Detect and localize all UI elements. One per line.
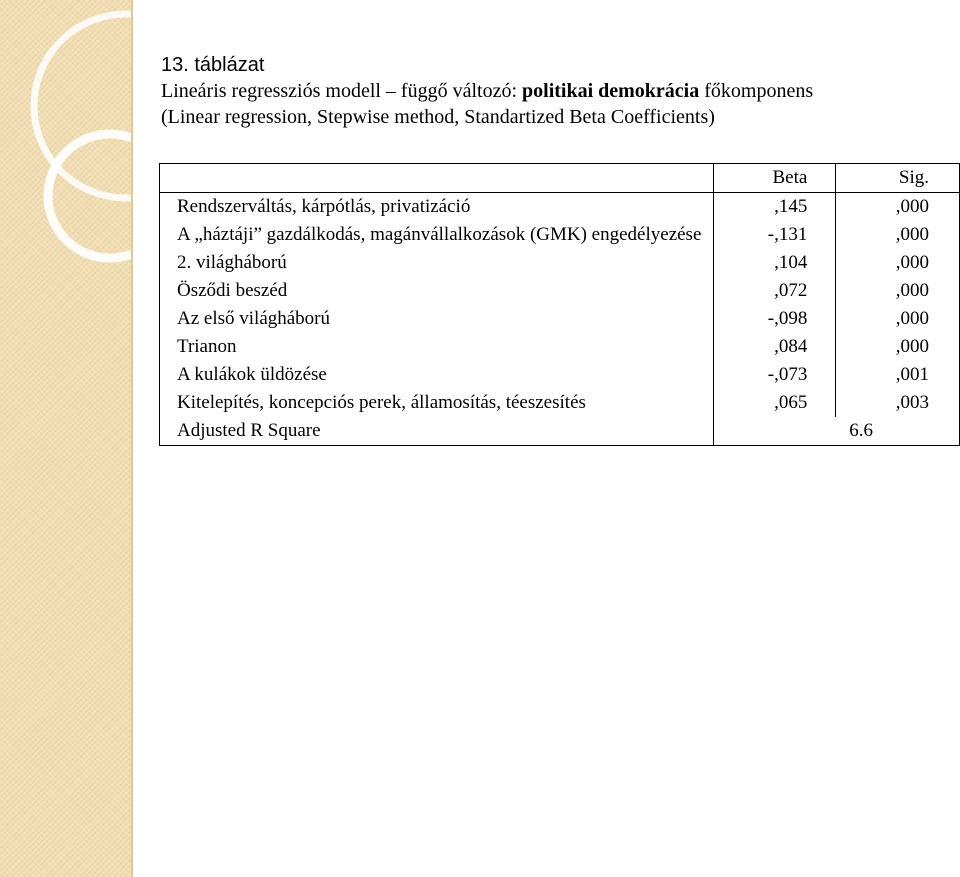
row-label: A kulákok üldözése — [160, 361, 714, 389]
row-beta: -,131 — [713, 221, 835, 249]
row-beta: ,065 — [713, 389, 835, 417]
row-label: Az első világháború — [160, 305, 714, 333]
row-beta: ,072 — [713, 277, 835, 305]
model-description-suffix: főkomponens — [699, 80, 814, 102]
sidebar-border — [131, 0, 133, 877]
table-number: 13. táblázat — [161, 54, 265, 76]
decorative-sidebar — [0, 0, 131, 877]
table-heading — [161, 52, 813, 130]
row-sig: ,000 — [836, 249, 960, 277]
row-beta: ,145 — [713, 193, 835, 222]
row-sig: ,000 — [836, 221, 960, 249]
row-beta: -,073 — [713, 361, 835, 389]
header-sig: Sig. — [836, 164, 960, 193]
model-description-prefix: Lineáris regressziós modell – függő változó: — [161, 80, 523, 102]
regression-table — [159, 163, 960, 446]
row-label: Kitelepítés, koncepciós perek, államosítás, téeszesítés — [160, 389, 714, 417]
header-beta: Beta — [713, 164, 835, 193]
adjusted-r-square-label: Adjusted R Square — [160, 417, 714, 446]
row-label: Rendszerváltás, kárpótlás, privatizáció — [160, 193, 714, 222]
table-header-row — [160, 164, 960, 193]
table-row — [160, 361, 960, 389]
row-beta: ,104 — [713, 249, 835, 277]
method-description: (Linear regression, Stepwise method, Standartized Beta Coefficients) — [161, 106, 715, 128]
row-label: Ösződi beszéd — [160, 277, 714, 305]
table-row — [160, 333, 960, 361]
table-row — [160, 305, 960, 333]
row-sig: ,000 — [836, 277, 960, 305]
row-label: 2. világháború — [160, 249, 714, 277]
row-beta: -,098 — [713, 305, 835, 333]
row-sig: ,003 — [836, 389, 960, 417]
table-row — [160, 277, 960, 305]
row-label: A „háztáji” gazdálkodás, magánvállalkozások (GMK) engedélyezése — [160, 221, 714, 249]
adjusted-r-square-row — [160, 417, 960, 446]
header-variable-cell — [160, 164, 714, 193]
decorative-rings — [0, 0, 131, 877]
table-row — [160, 193, 960, 222]
ring-large — [34, 14, 131, 198]
row-label: Trianon — [160, 333, 714, 361]
adjusted-r-square-value: 6.6 — [713, 417, 959, 446]
dependent-variable: politikai demokrácia — [522, 80, 700, 102]
model-description — [161, 78, 813, 104]
row-sig: ,001 — [836, 361, 960, 389]
table-row — [160, 249, 960, 277]
row-sig: ,000 — [836, 305, 960, 333]
row-sig: ,000 — [836, 333, 960, 361]
table-row — [160, 221, 960, 249]
table-row — [160, 389, 960, 417]
row-beta: ,084 — [713, 333, 835, 361]
row-sig: ,000 — [836, 193, 960, 222]
